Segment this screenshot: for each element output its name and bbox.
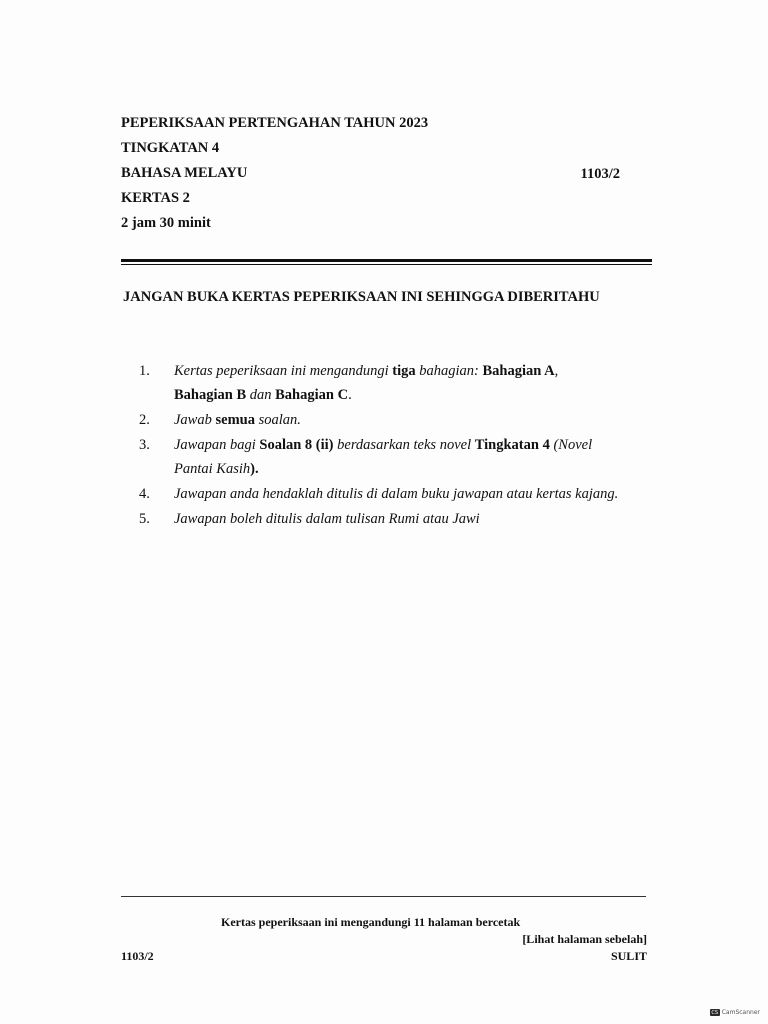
instruction-text-segment: Jawab: [174, 412, 216, 428]
instruction-text-segment: Bahagian A: [482, 363, 555, 379]
instruction-line: [174, 363, 558, 380]
classification-label: SULIT: [610, 949, 647, 963]
instruction-text-segment: Pantai Kasih: [174, 461, 251, 477]
instruction-text-segment: ).: [250, 461, 259, 477]
instruction-line: [174, 511, 480, 528]
instruction-text-segment: Soalan 8 (ii): [259, 437, 334, 453]
header-divider-thick: [121, 259, 652, 262]
form-level: TINGKATAN 4: [121, 140, 220, 156]
instruction-line: [174, 387, 352, 404]
instruction-text-segment: (Novel: [549, 437, 593, 453]
instruction-text-segment: Kertas peperiksaan ini mengandungi: [174, 363, 393, 379]
instruction-text-segment: Tingkatan 4: [474, 437, 550, 453]
paper-code: 1103/2: [580, 166, 620, 182]
instruction-text-segment: Jawapan anda hendaklah ditulis di dalam buku jawapan atau kertas kajang.: [174, 486, 619, 502]
header-divider-thin: [121, 264, 652, 265]
next-page-note: [Lihat halaman sebelah]: [522, 932, 647, 946]
camscanner-logo-icon: CS: [711, 1009, 719, 1016]
exam-title: PEPERIKSAAN PERTENGAHAN TAHUN 2023: [121, 115, 429, 131]
footer-divider: [121, 896, 646, 897]
instruction-text-segment: Bahagian B: [174, 387, 247, 403]
paper-number: KERTAS 2: [121, 190, 190, 206]
scanner-watermark: [710, 1009, 760, 1016]
instruction-text-segment: .: [348, 387, 352, 403]
exam-duration: 2 jam 30 minit: [121, 215, 211, 231]
instruction-number: 4.: [139, 486, 150, 502]
instruction-line: [174, 437, 592, 454]
instruction-number: 3.: [139, 437, 150, 453]
watermark-label: CamScanner: [721, 1009, 760, 1016]
instruction-text-segment: tiga: [392, 363, 416, 379]
instruction-text-segment: ,: [554, 363, 559, 379]
instruction-text-segment: Jawapan bagi: [174, 437, 260, 453]
instruction-text-segment: Jawapan boleh ditulis dalam tulisan Rumi atau Jawi: [174, 511, 480, 527]
page-count-note: Kertas peperiksaan ini mengandungi 11 halaman bercetak: [221, 915, 521, 929]
instruction-text-segment: berdasarkan teks novel: [333, 437, 475, 453]
instruction-text-segment: dan: [246, 387, 276, 403]
instruction-text-segment: soalan.: [254, 412, 301, 428]
do-not-open-warning: JANGAN BUKA KERTAS PEPERIKSAAN INI SEHINGGA DIBERITAHU: [123, 289, 600, 305]
subject-name: BAHASA MELAYU: [121, 165, 248, 181]
instruction-text-segment: Bahagian C: [275, 387, 349, 403]
instruction-text-segment: semua: [215, 412, 255, 428]
instruction-number: 1.: [139, 363, 150, 379]
instruction-line: [174, 486, 618, 503]
footer-paper-code: 1103/2: [121, 949, 154, 963]
instruction-number: 2.: [139, 412, 150, 428]
instruction-line: [174, 412, 301, 429]
instruction-text-segment: bahagian:: [415, 363, 483, 379]
instruction-number: 5.: [139, 511, 150, 527]
instruction-line: [174, 461, 259, 478]
